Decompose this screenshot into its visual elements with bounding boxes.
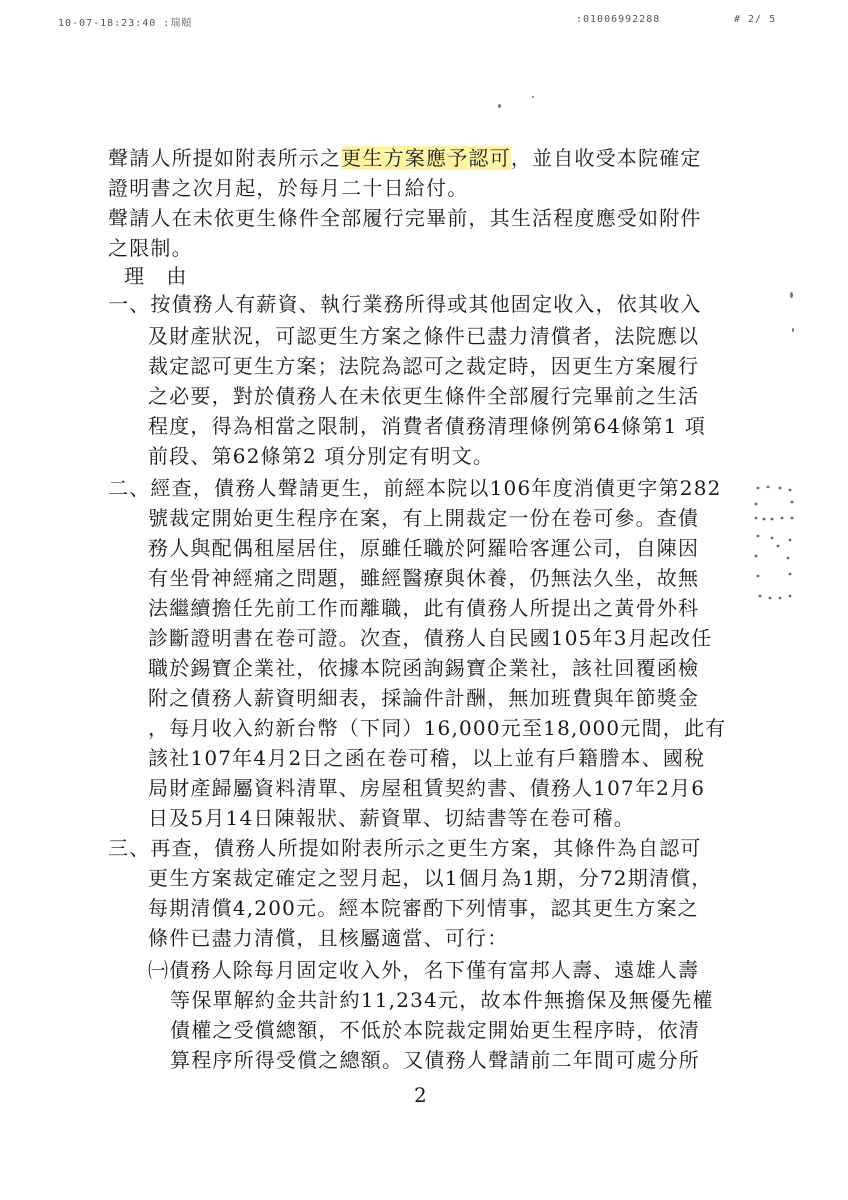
body-text-segment: 及財產狀況，可認更生方案之條件已盡力清償者，法院應以 [148,324,700,348]
body-text-segment: 裁定認可更生方案；法院為認可之裁定時，因更生方案履行 [148,354,700,378]
body-line [108,292,702,316]
body-text-segment: 證明書之次月起，於每月二十日給付。 [108,176,469,200]
scan-speck [792,328,794,332]
body-line [148,776,705,800]
body-text-segment: 算程序所得受償之總額。又債務人聲請前二年間可處分所 [170,1048,700,1072]
body-line [148,686,699,710]
body-text-segment: 日及5月14日陳報狀、薪資單、切結書等在卷可稽。 [148,806,635,830]
body-line [108,176,468,200]
scan-speck [532,96,534,98]
scan-speck [790,292,793,298]
body-text-segment: 該社107年4月2日之函在卷可稽，以上並有戶籍謄本、國稅 [148,746,706,770]
body-text-segment: 前段、第62條第2 項分別定有明文。 [148,444,495,468]
body-text-segment: 三、再查，債務人所提如附表所示之更生方案，其條件為自認可 [108,836,702,860]
body-text-segment: 程度，得為相當之限制，消費者債務清理條例第64條第1 項 [148,414,707,438]
body-line [148,506,699,530]
punch-hole-marks [752,484,798,614]
fax-header-number: :01006992288 [576,14,661,25]
fax-header-timestamp: 10-07-18:23:40 :瑞頤 [58,18,193,29]
body-line [170,1018,700,1042]
body-line [148,716,726,740]
body-line [108,206,702,230]
body-line [148,354,699,378]
body-line [148,926,508,950]
body-text-segment: 理 由 [124,264,188,288]
body-text-segment: 務人與配偶租屋居住，原雖任職於阿羅哈客運公司，自陳因 [148,536,700,560]
body-text-segment: ，每月收入約新台幣（下同）16,000元至18,000元間，此有 [148,716,727,740]
body-text-segment: 一、按債務人有薪資、執行業務所得或其他固定收入，依其收入 [108,292,702,316]
body-text-segment: 二、經查，債務人聲請更生，前經本院以106年度消債更字第282 [108,476,722,500]
body-line [148,656,699,680]
body-line [148,566,699,590]
body-line [148,958,699,982]
body-line [148,626,713,650]
body-text-segment: 聲請人所提如附表所示之 [108,146,342,170]
body-line [148,324,699,348]
body-text-segment: ㈠債務人除每月固定收入外，名下僅有富邦人壽、遠雄人壽 [148,958,700,982]
body-text-segment: 診斷證明書在卷可證。次查，債務人自民國105年3月起改任 [148,626,713,650]
body-text-segment: 號裁定開始更生程序在案，有上開裁定一份在卷可參。查債 [148,506,700,530]
page-number: 2 [414,1083,427,1107]
body-text-segment: 每期清償4,200元。經本院審酌下列情事，認其更生方案之 [148,896,699,920]
body-line [148,746,705,770]
body-text-segment: 之必要，對於債務人在未依更生條件全部履行完畢前之生活 [148,384,700,408]
body-text-segment: 附之債務人薪資明細表，採論件計酬，無加班費與年節獎金 [148,686,700,710]
body-text-segment: 債權之受償總額，不低於本院裁定開始更生程序時，依清 [170,1018,700,1042]
body-line [108,836,702,860]
body-text-segment: 職於錫寶企業社，依據本院函詢錫寶企業社，該社回覆函檢 [148,656,700,680]
body-text-segment: 局財產歸屬資料清單、房屋租賃契約書、債務人107年2月6 [148,776,706,800]
scan-speck [498,104,501,108]
body-text-segment: ，並自收受本院確定 [510,146,702,170]
body-line [148,384,699,408]
highlighted-text: 更生方案應予認可 [341,146,511,170]
body-text-segment: 之限制。 [108,236,193,260]
body-line [108,476,722,500]
body-line [148,896,699,920]
body-text-segment: 條件已盡力清償，且核屬適當、可行： [148,926,509,950]
body-text-segment: 聲請人在未依更生條件全部履行完畢前，其生活程度應受如附件 [108,206,702,230]
body-line [170,988,714,1012]
body-text-segment: 法繼續擔任先前工作而離職，此有債務人所提出之黃骨外科 [148,596,700,620]
body-line [148,414,706,438]
body-line [148,866,713,890]
body-text-segment: 有坐骨神經痛之問題，雖經醫療與休養，仍無法久坐，故無 [148,566,700,590]
body-line [148,536,699,560]
body-line [108,146,702,170]
body-line [148,596,699,620]
body-line [148,444,494,468]
body-line [108,236,193,260]
body-text-segment: 等保單解約金共計約11,234元，故本件無擔保及無優先權 [170,988,714,1012]
body-line [148,806,635,830]
fax-header-page: # 2/ 5 [734,14,777,25]
body-line [124,264,188,288]
body-text-segment: 更生方案裁定確定之翌月起，以1個月為1期，分72期清償， [148,866,713,890]
body-line [170,1048,700,1072]
